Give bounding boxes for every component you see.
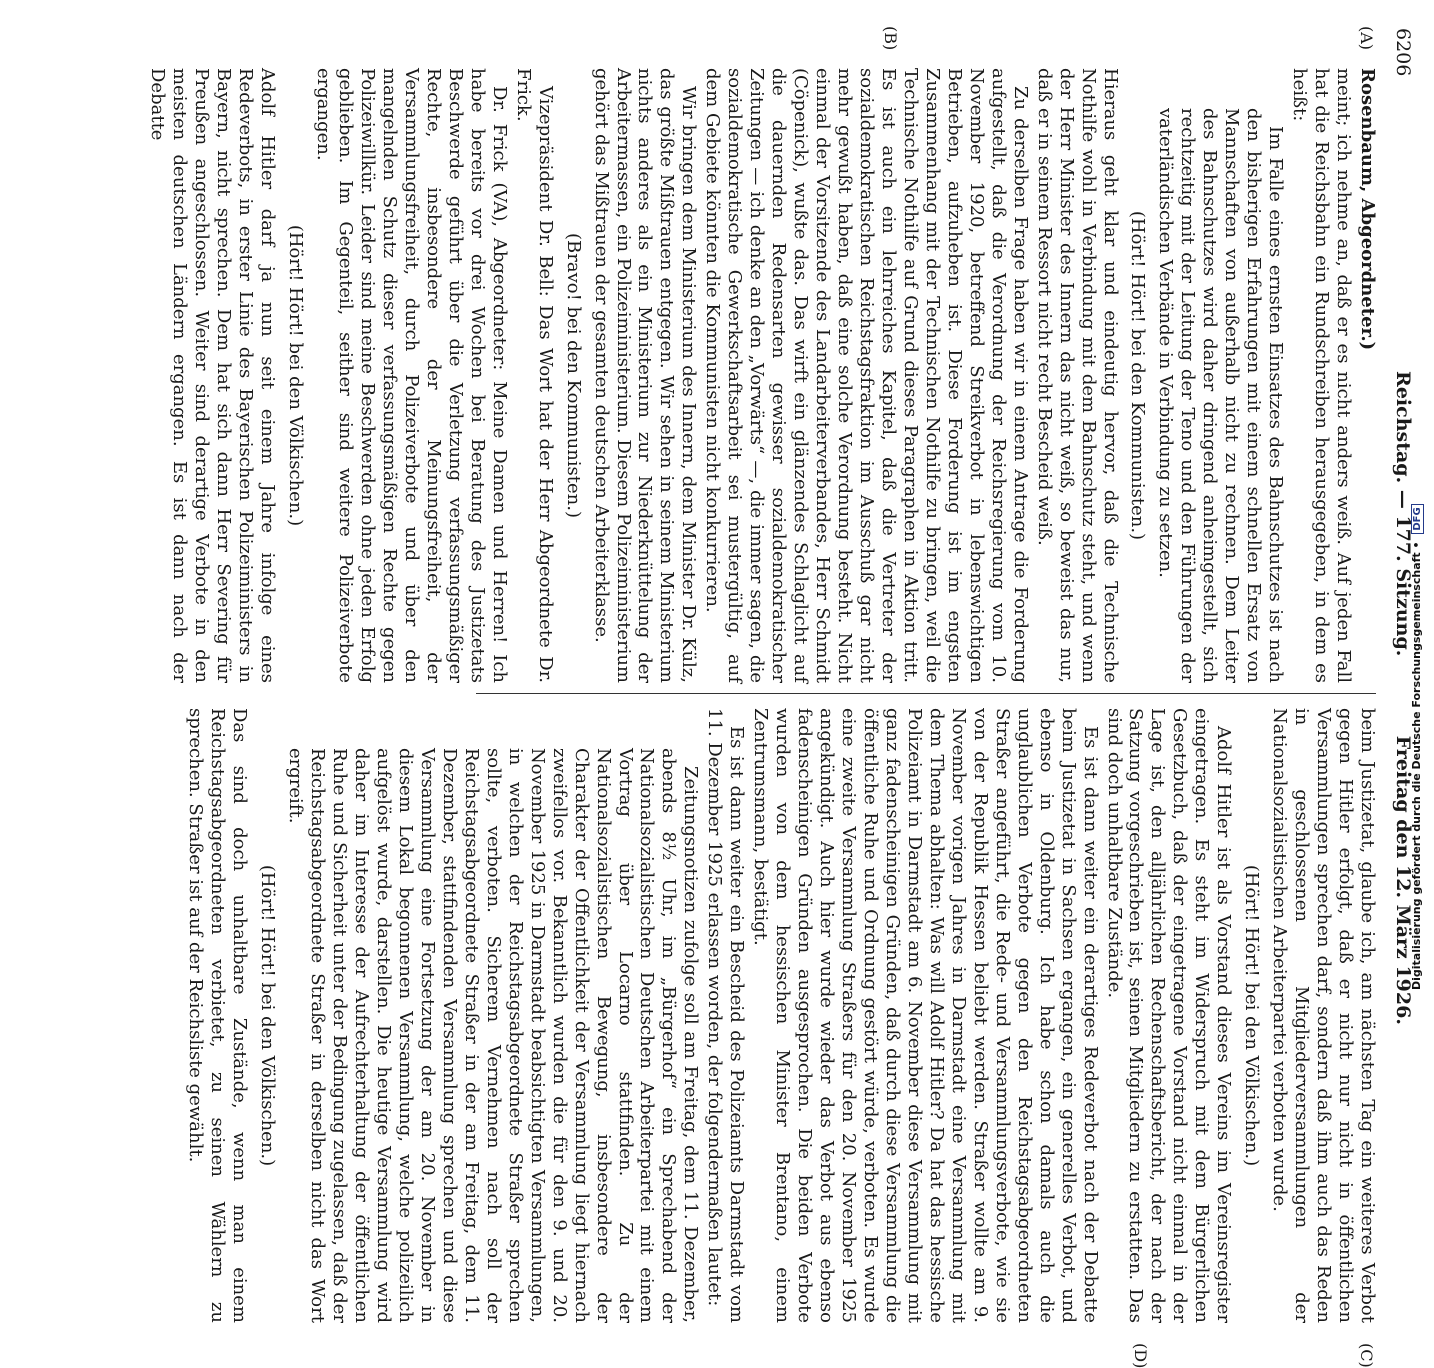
- document-page: [20, 8, 1420, 1368]
- session-title: Reichstag. — 177. Sitzung.: [1392, 371, 1414, 657]
- paragraph: meint; ich nehme an, daß er es nicht anders weiß. Auf jeden Fall hat die Reichsbahn ein Rundschreiben herausgegeben, in dem es heißt:: [1289, 68, 1355, 683]
- interjection: (Hört! Hört! bei den Völkischen.): [285, 224, 307, 527]
- speaker-announcement: Vizepräsident Dr. Bell: Das Wort hat der Herr Abgeordnete Dr. Frick.: [512, 68, 556, 683]
- paragraph: Das sind doch unhaltbare Zustände, wenn man einem Reichstagsabgeordneten verbietet, zu seinen Wählern zu sprechen. Straßer ist auf der Reichsliste gewählt.: [185, 708, 251, 1323]
- page-number: 6206: [1392, 28, 1414, 77]
- quotation: Im Falle eines ernsten Einsatzes des Bahnschutzes ist nach den bisherigen Erfahrungen mit einem schnellen Ersatz von Mannschaften von außerhalb nicht zu rechnen. Dem Leiter des Bahnschutzes wird daher dringend anheimgestellt, sich rechtzeitig mit der Leitung der Teno und den Führungen der vaterländischen Verbände in Verbindung zu setzen.: [1155, 108, 1287, 683]
- interjection: (Hört! Hört! bei den Kommunisten.): [1127, 210, 1149, 541]
- left-column: [147, 68, 1378, 683]
- margin-letter-c: (C): [1357, 1343, 1376, 1368]
- interjection: (Bravo! bei den Kommunisten.): [562, 232, 584, 519]
- margin-letter-a: (A): [1357, 26, 1376, 51]
- interjection: (Hört! Hört! bei den Völkischen.): [1241, 864, 1263, 1167]
- paragraph: Zu derselben Frage haben wir in einem Antrage die Forderung aufgestellt, daß die Verordnung der Reichsregierung vom 10. November 1920, betreffend Streikverbot in lebenswichtigen Betrieben, aufzuheben ist. Diese Forderung ist im engsten Zusammenhang mit der Technischen Nothilfe zu bringen, weil die Technische Nothilfe auf Grund dieses Paragraphen in Aktion tritt. Es ist auch ein lehrreiches Kapitel, daß die Vertreter der sozialdemokratischen Reichstagsfraktion im Ausschuß gar nicht mehr gewußt haben, daß eine solche Verordnung besteht. Nicht einmal der Vorsitzende des Landarbeiterverbandes, Herr Schmidt (Cöpenick), wußte das. Das wirft ein glänzendes Schlaglicht auf die dauernden Redensarten gewisser sozialdemokratischer Zeitungen — ich denke an den „Vorwärts“ —, die immer sagen, die sozialdemokratische Gewerkschaftsarbeit sei mustergültig, auf dem Gebiete könnten die Kommunisten nicht konkurrieren.: [702, 68, 1031, 683]
- digitization-credit: [1406, 0, 1434, 1000]
- paragraph: beim Justizetat, glaube ich, am nächsten Tag ein weiteres Verbot gegen Hitler erfolgt, daß er nicht nur nicht in öffentlichen Versammlungen sprechen darf, sondern daß ihm auch das Reden in geschlossenen Mitgliederversammlungen der Nationalsozialistischen Arbeiterpartei verboten wurde.: [1269, 708, 1378, 1323]
- credit-text: Digitalisierung gefördert durch die Deutsche Forschungsgemeinschaft •: [1410, 541, 1423, 990]
- margin-letter-d: (D): [1131, 1343, 1150, 1368]
- paragraph: Wir bringen dem Ministerium des Innern, dem Minister Dr. Külz, das größte Mißtrauen entgegen. Wir sehen in seinem Ministerium nichts anderes als ein Ministerium zur Niederknüttelung der Arbeitermassen, ein Polizeiministerium. Diesem Polizeiministerium gehört das Mißtrauen der gesamten deutschen Arbeiterklasse.: [590, 68, 700, 683]
- quotation: Zeitungsnotizen zufolge soll am Freitag, dem 11. Dezember, abends 8½ Uhr, im „Bürgerhof“ ein Sprechabend der Nationalsozialistischen Deutschen Arbeiterpartei mit einem Vortrag über Locarno stattfinden. Zu der Nationalsozialistischen Bewegung, insbesondere der Charakter der Offentlichkeit der Versammlung liegt hiernach zweifellos vor. Bekanntlich wurden die für den 9. und 20. November 1925 in Darmstadt beabsichtigten Versammlungen, in welchen der Reichstagsabgeordnete Straßer sprechen sollte, verboten. Sicherem Vernehmen nach soll der Reichstagsabgeordnete Straßer in der am Freitag, dem 11. Dezember, stattfindenden Versammlung sprechen und diese Versammlung eine Fortsetzung der am 20. November in diesem Lokal begonnenen Versammlung, welche polizeilich aufgelöst wurde, darstellen. Die heutige Versammlung wird daher im Interesse der Aufrechterhaltung der öffentlichen Ruhe und Sicherheit unter der Bedingung zugelassen, daß der Reichstagsabgeordnete Straßer in derselben nicht das Wort ergreift.: [285, 748, 702, 1323]
- paragraph: Adolf Hitler ist als Vorstand dieses Vereins im Vereinsregister eingetragen. Es steht im Widerspruch mit dem Bürgerlichen Gesetzbuch, daß der eingetragene Vorstand nicht einmal in der Lage ist, den alljährlichen Rechenschaftsbericht, der nach der Satzung vorgeschrieben ist, seinen Mitgliedern zu erstatten. Das sind doch unhaltbare Zustände.: [1103, 708, 1235, 1323]
- session-date: Freitag den 12. März 1926.: [1392, 735, 1414, 1025]
- speaker-continuation: Rosenbaum, Abgeordneter.): [1357, 68, 1378, 351]
- paragraph: Es ist dann weiter ein Bescheid des Polizeiamts Darmstadt vom 11. Dezember 1925 erlassen worden, der folgendermaßen lautet:: [704, 708, 748, 1323]
- dfg-logo: DFG: [1411, 504, 1424, 533]
- paragraph: Hieraus geht klar und eindeutig hervor, daß die Technische Nothilfe wohl in Verbindung mit dem Bahnschutz steht, und wenn der Herr Minister des Innern das nicht weiß, so beweist das nur, daß er in seinem Ressort nicht recht Bescheid weiß.: [1033, 68, 1121, 683]
- paragraph: Dr. Frick (VA), Abgeordneter: Meine Damen und Herren! Ich habe bereits vor drei Wochen bei Beratung des Justizetats Beschwerde geführt über die Verletzung verfassungsmäßiger Rechte, insbesondere der Meinungsfreiheit, der Versammlungsfreiheit, durch Polizeiverbote und über den mangelnden Schutz dieser verfassungsmäßigen Rechte gegen Polizeiwillkür. Leider sind meine Beschwerden ohne jeden Erfolg geblieben. Im Gegenteil, seither sind weitere Polizeiverbote ergangen.: [313, 68, 510, 683]
- interjection: (Hört! Hört! bei den Völkischen.): [257, 864, 279, 1167]
- paragraph: Adolf Hitler darf ja nun seit einem Jahre infolge eines Redeverbots, in erster Linie des Bayerischen Polizeiministers in Bayern, nicht sprechen. Dem hat sich dann Herr Severing für Preußen angeschlossen. Weiter sind derartige Verbote in den meisten deutschen Ländern ergangen. Es ist dann nach der Debatte: [147, 68, 279, 683]
- margin-letter-b: (B): [881, 26, 900, 51]
- right-column: [185, 708, 1378, 1323]
- column-divider: [476, 693, 1376, 694]
- paragraph: Es ist dann weiter ein derartiges Redeverbot nach der Debatte beim Justizetat in Sachsen ergangen, ein generelles Verbot, und ebenso in Oldenburg. Ich habe schon damals auch die unglaublichen Verbote gegen den Reichstagsabgeordneten Straßer angeführt, die Rede- und Versammlungsverbote, wie sie von der Republik Hessen beliebt werden. Straßer wollte am 9. November vorigen Jahres in Darmstadt eine Versammlung mit dem Thema abhalten: Was will Adolf Hitler? Da hat das hessische Polizeiamt in Darmstadt am 6. November diese Versammlung mit ganz fadenscheinigen Gründen, daß durch diese Versammlung die öffentliche Ruhe und Ordnung gestört würde, verboten. Es wurde eine zweite Versammlung Straßers für den 20. November 1925 angekündigt. Auch hier wurde wieder das Verbot aus ebenso fadenscheinigen Gründen ausgesprochen. Die beiden Verbote wurden von dem hessischen Minister Brentano, einem Zentrumsmann, bestätigt.: [750, 708, 1101, 1323]
